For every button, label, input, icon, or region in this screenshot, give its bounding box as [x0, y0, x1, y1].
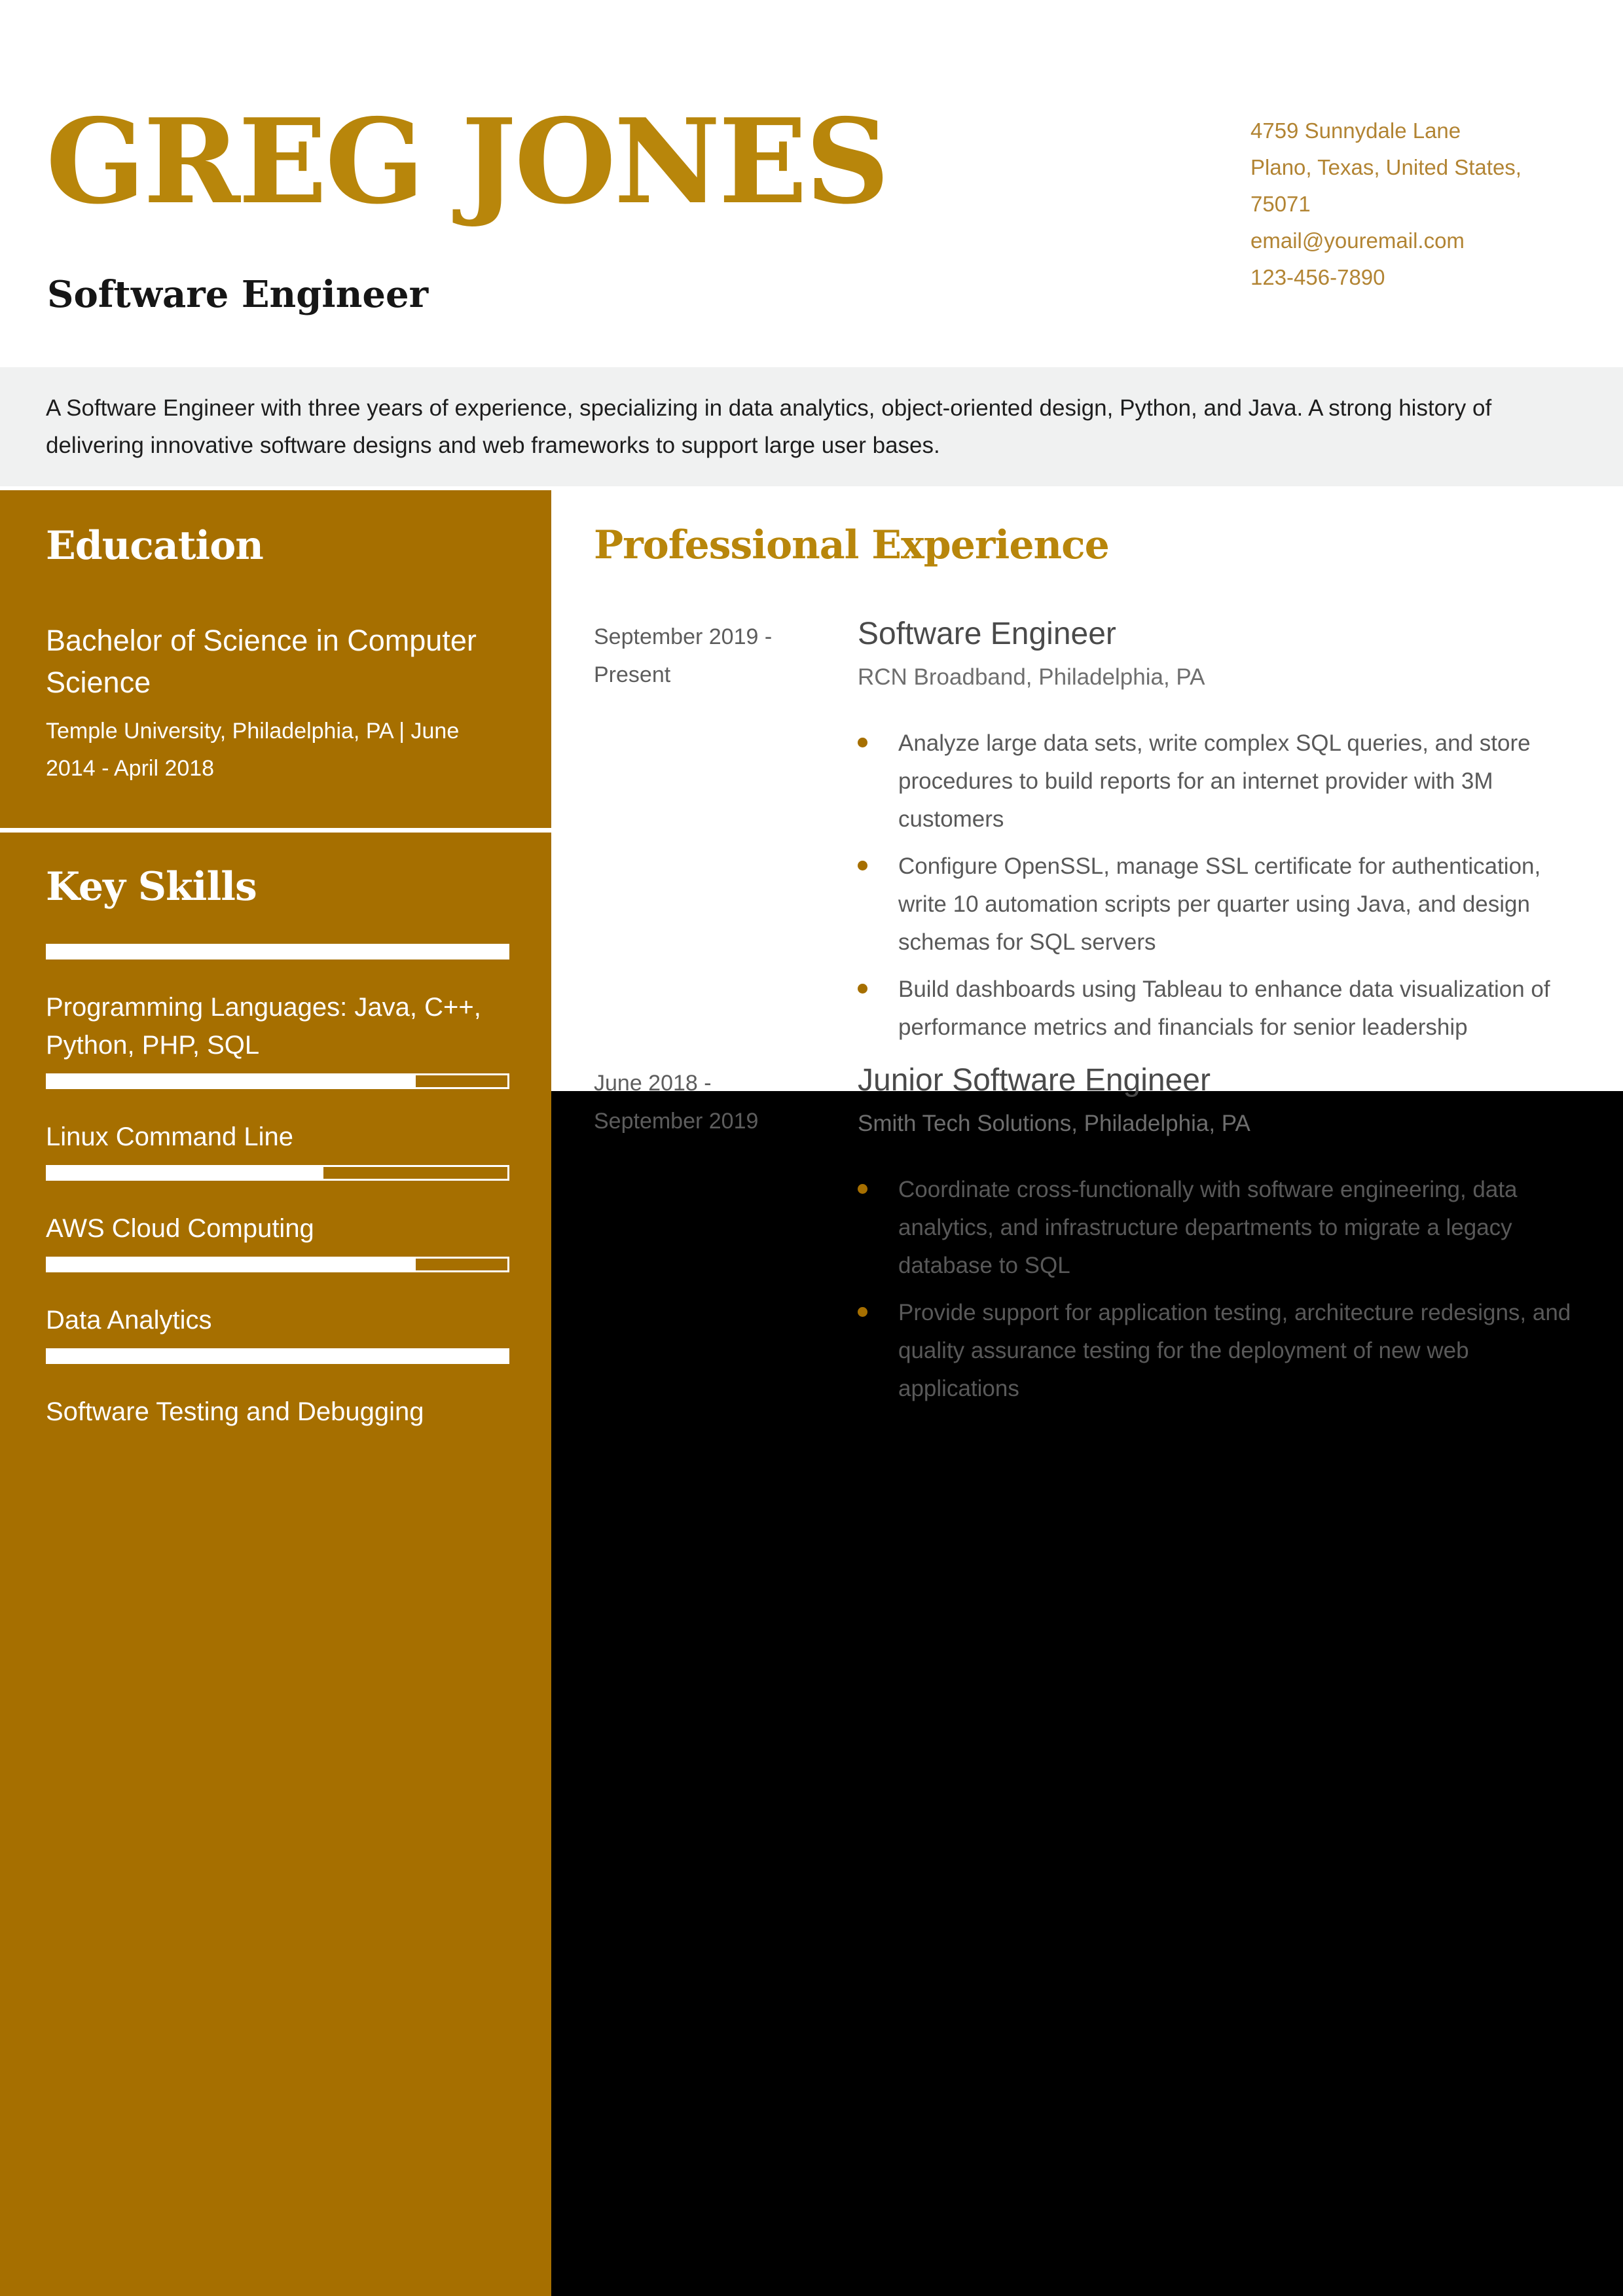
summary-band — [0, 367, 1623, 486]
entry-dates: September 2019 - Present — [594, 624, 773, 687]
skill-item — [46, 1257, 509, 1339]
skill-level-bar — [46, 944, 509, 960]
skill-level-bar — [46, 1165, 509, 1181]
skill-level-fill — [48, 946, 507, 958]
person-name: GREG JONES — [46, 93, 888, 230]
skill-level-bar — [46, 1348, 509, 1364]
skill-item — [46, 1348, 509, 1431]
bullet-dot — [858, 738, 867, 747]
bullet-dot — [858, 984, 867, 994]
skill-level-fill — [48, 1075, 416, 1087]
skill-item — [46, 1165, 509, 1247]
bullet-list — [858, 1171, 1579, 1408]
experience-entry-2 — [594, 1062, 1579, 1417]
bullet-text: Provide support for application testing, architecture redesigns, and quality assurance testing for the deployment of new web applications — [898, 1300, 1571, 1401]
skill-item — [46, 944, 509, 1064]
experience-entry-1 — [594, 615, 1579, 1056]
bullet-text: Analyze large data sets, write complex SQL queries, and store procedures to build reports for an internet provider with 3M customers — [898, 730, 1531, 832]
person-job-title: Software Engineer — [47, 273, 429, 316]
phone-number: 123-456-7890 — [1250, 265, 1385, 289]
education-section — [0, 490, 551, 828]
skills-list — [46, 944, 509, 1431]
bullet-dot — [858, 1184, 867, 1194]
bullet-item — [858, 848, 1579, 961]
bullet-list — [858, 725, 1579, 1047]
skill-level-fill — [48, 1259, 416, 1270]
skill-item — [46, 1073, 509, 1156]
email-link[interactable]: email@youremail.com — [1250, 228, 1465, 253]
bullet-item — [858, 1294, 1579, 1408]
education-details: Temple University, Philadelphia, PA | June 2014 - April 2018 — [46, 719, 460, 781]
bullet-dot — [858, 861, 867, 870]
entry-company: Smith Tech Solutions, Philadelphia, PA — [858, 1111, 1250, 1136]
skill-level-bar — [46, 1257, 509, 1272]
skill-label: Linux Command Line — [46, 1122, 293, 1151]
skill-label: Software Testing and Debugging — [46, 1397, 424, 1426]
skills-heading: Key Skills — [46, 864, 257, 910]
address-line-1: 4759 Sunnydale Lane — [1250, 118, 1461, 143]
address-zip: 75071 — [1250, 192, 1311, 216]
entry-body — [858, 1062, 1579, 1417]
bullet-dot — [858, 1307, 867, 1317]
education-degree: Bachelor of Science in Computer Science — [46, 624, 477, 699]
bullet-item — [858, 1171, 1579, 1285]
summary-text: A Software Engineer with three years of experience, specializing in data analytics, object-oriented design, Python, and Java. A strong history of delivering innovative software designs and web frameworks to support large user bases. — [46, 395, 1492, 458]
sidebar-divider — [0, 828, 551, 833]
entry-company: RCN Broadband, Philadelphia, PA — [858, 664, 1205, 690]
education-heading: Education — [46, 523, 263, 569]
bullet-item — [858, 725, 1579, 838]
address-line-2: Plano, Texas, United States, — [1250, 155, 1522, 179]
contact-block — [1250, 113, 1588, 296]
skill-label: AWS Cloud Computing — [46, 1214, 314, 1243]
entry-body — [858, 615, 1579, 1056]
sidebar — [0, 490, 551, 2296]
bullet-text: Build dashboards using Tableau to enhance data visualization of performance metrics and financials for senior leadership — [898, 977, 1550, 1040]
bullet-text: Configure OpenSSL, manage SSL certificate for authentication, write 10 automation scripts per quarter using Java, and design schemas for SQL servers — [898, 853, 1541, 955]
entry-title: Junior Software Engineer — [858, 1063, 1211, 1098]
entry-title: Software Engineer — [858, 617, 1116, 651]
experience-heading: Professional Experience — [594, 522, 1109, 568]
skill-label: Programming Languages: Java, C++, Python, PHP, SQL — [46, 993, 481, 1060]
skills-section — [0, 833, 551, 1431]
bullet-text: Coordinate cross-functionally with software engineering, data analytics, and infrastructure departments to migrate a legacy database to SQL — [898, 1177, 1518, 1278]
skill-level-bar — [46, 1073, 509, 1089]
entry-dates: June 2018 - September 2019 — [594, 1071, 759, 1134]
skill-label: Data Analytics — [46, 1306, 212, 1335]
skill-level-fill — [48, 1350, 507, 1362]
skill-level-fill — [48, 1167, 323, 1179]
bullet-item — [858, 971, 1579, 1047]
